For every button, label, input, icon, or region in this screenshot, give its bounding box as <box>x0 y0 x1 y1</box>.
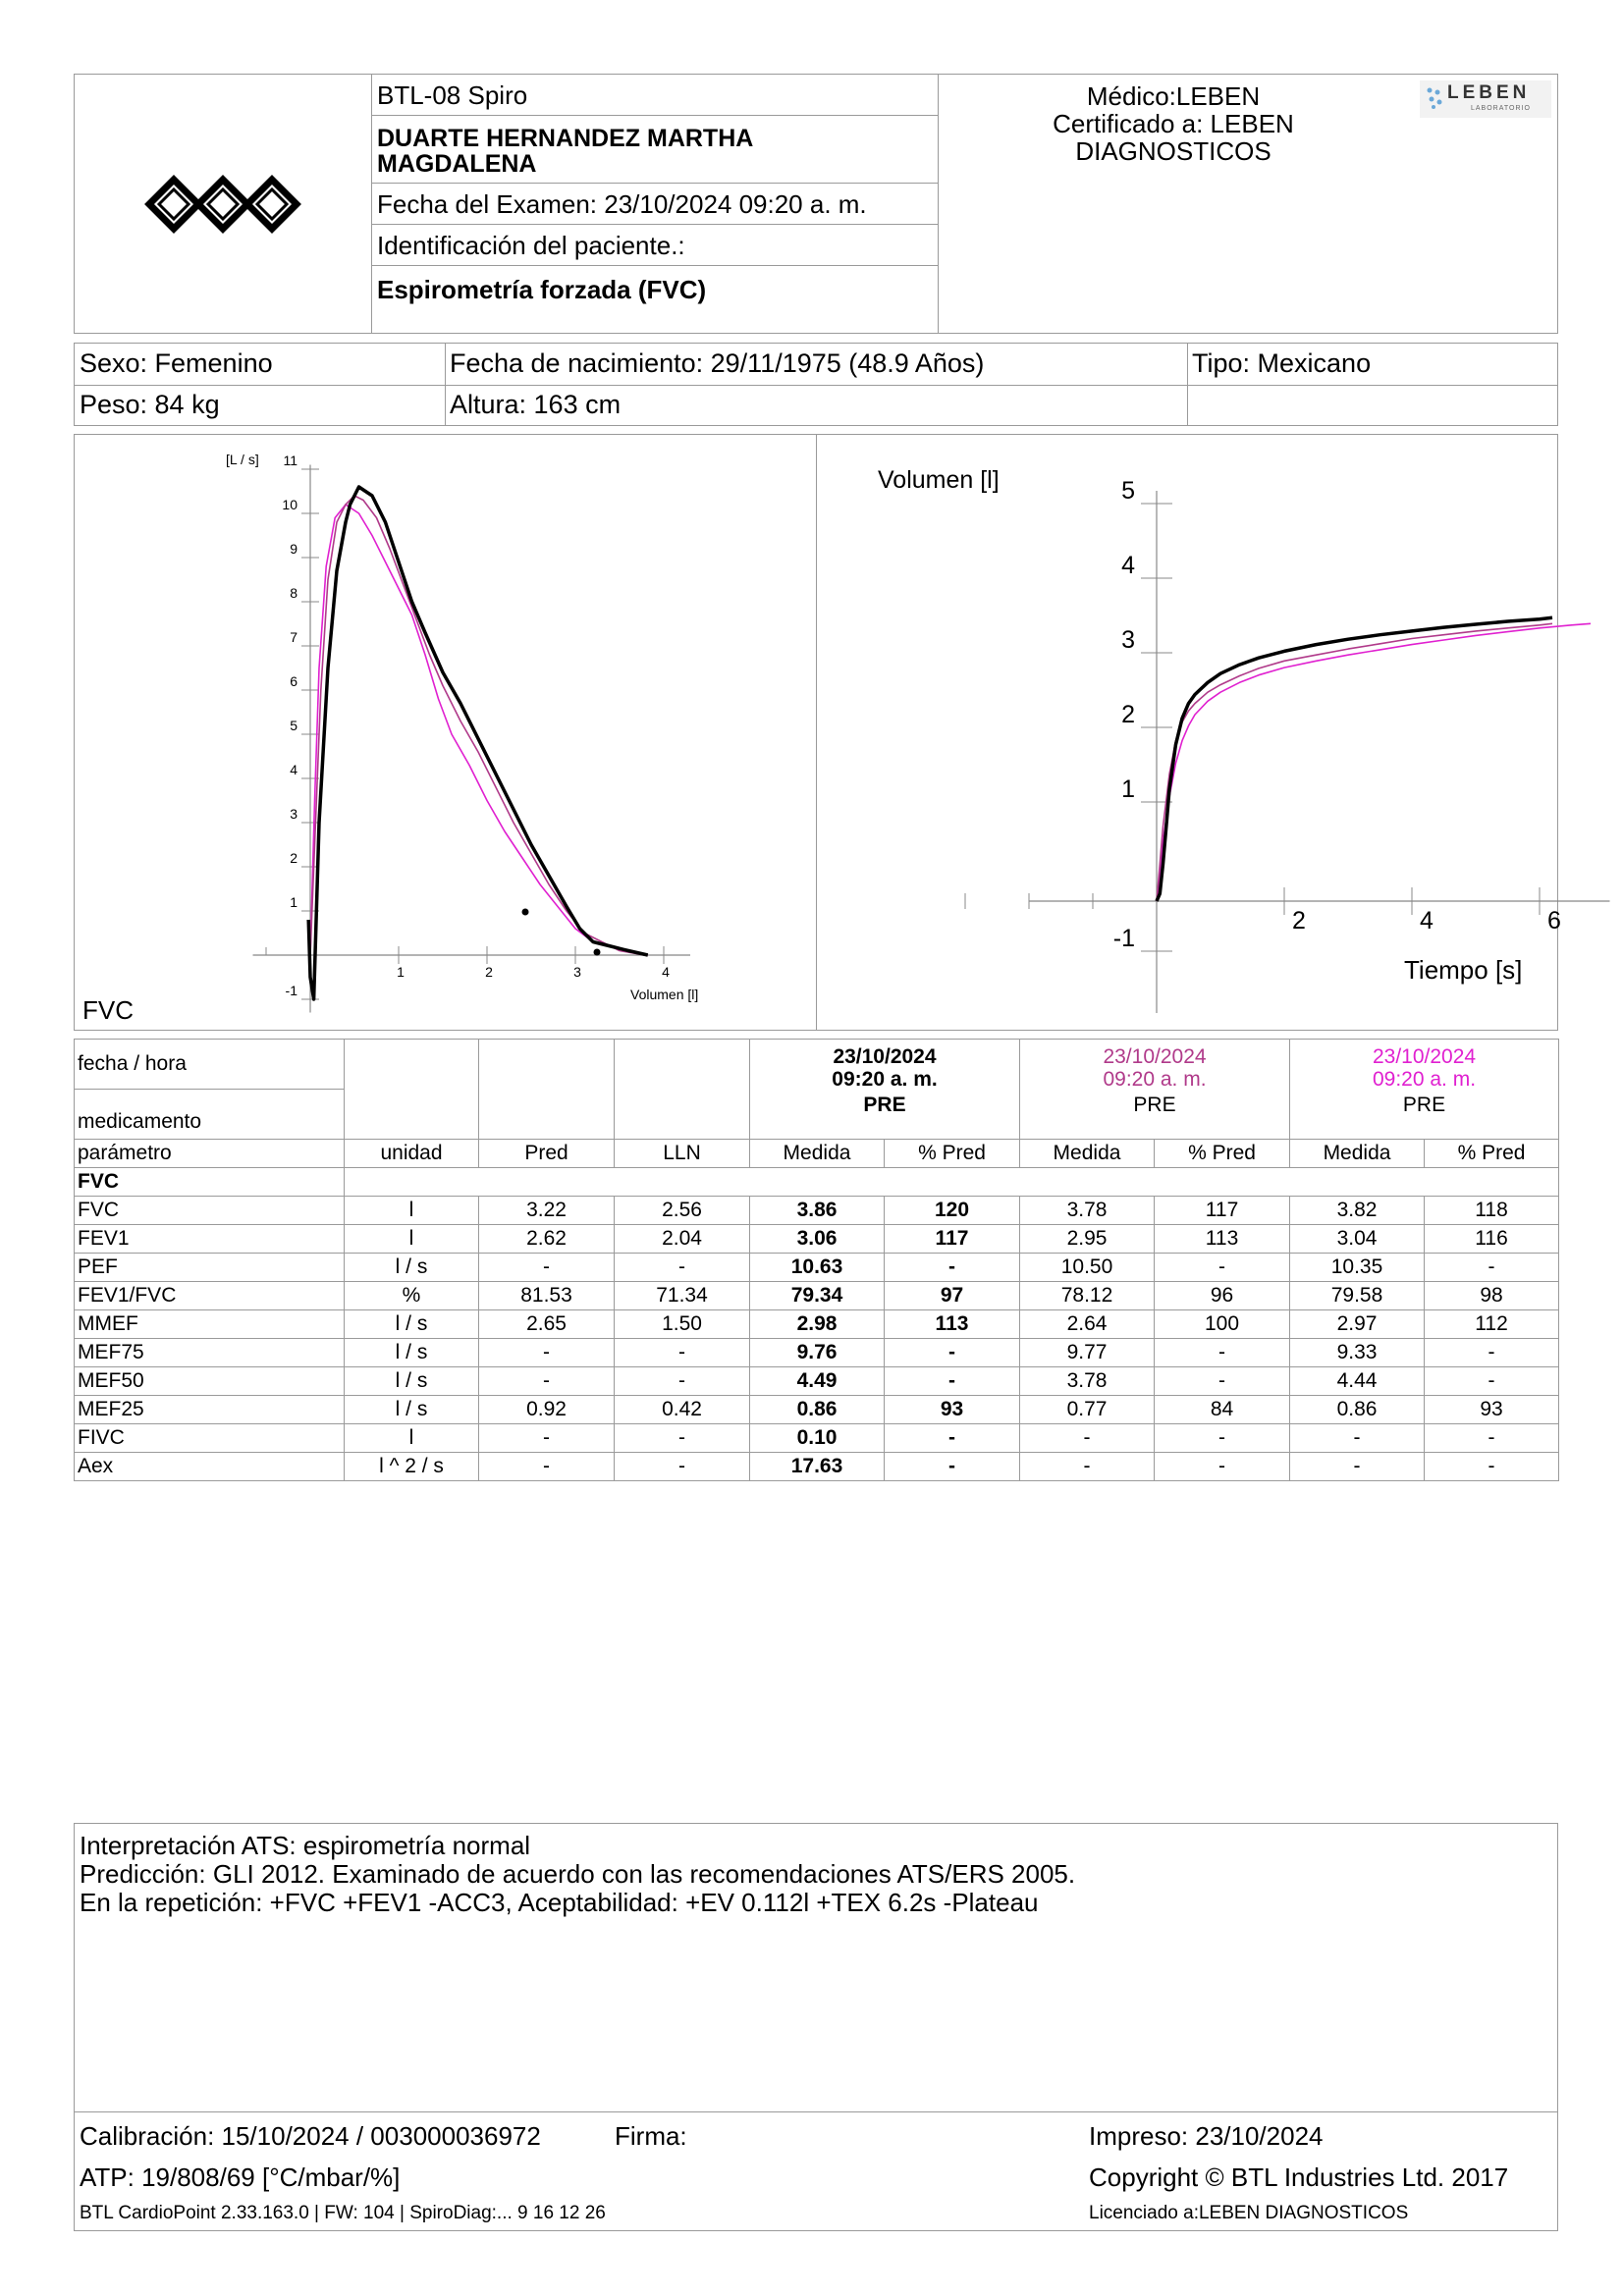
table-cell: - <box>1290 1424 1425 1453</box>
report-header <box>74 74 1558 334</box>
session-time: 09:20 a. m. <box>1372 1068 1477 1091</box>
table-cell: 2.98 <box>750 1310 885 1339</box>
table-cell: l <box>345 1197 479 1225</box>
doctor-info <box>938 75 1557 333</box>
flow-y-tick-label: 7 <box>290 629 298 645</box>
software-info: BTL CardioPoint 2.33.163.0 | FW: 104 | SpiroDiag:... 9 16 12 26 <box>80 2203 606 2223</box>
table-cell: 118 <box>1425 1197 1559 1225</box>
atp-info: ATP: 19/808/69 [°C/mbar/%] <box>80 2163 401 2192</box>
certified-to: Certificado a: LEBEN <box>1053 109 1294 138</box>
table-cell: - <box>885 1367 1020 1396</box>
report-footer <box>74 2112 1558 2231</box>
table-cell: - <box>615 1254 750 1282</box>
table-cell: 93 <box>885 1396 1020 1424</box>
column-header: % Pred <box>885 1140 1020 1168</box>
session-med: PRE <box>1133 1094 1176 1116</box>
section-fill <box>345 1168 1559 1197</box>
table-cell: 3.78 <box>1020 1367 1155 1396</box>
exam-date: Fecha del Examen: 23/10/2024 09:20 a. m. <box>371 184 938 225</box>
table-cell: 120 <box>885 1197 1020 1225</box>
blank-cell <box>479 1040 615 1140</box>
table-cell: 4.44 <box>1290 1367 1425 1396</box>
table-cell: - <box>1290 1453 1425 1481</box>
table-cell: 9.33 <box>1290 1339 1425 1367</box>
flow-series-line <box>310 496 644 955</box>
patient-dob: Fecha de nacimiento: 29/11/1975 (48.9 Años) <box>450 348 985 378</box>
btl-logo <box>75 75 371 335</box>
table-cell: - <box>1425 1424 1559 1453</box>
table-cell: - <box>479 1367 615 1396</box>
flow-volume-chart <box>75 435 816 1032</box>
table-cell: - <box>1425 1254 1559 1282</box>
blank-cell <box>345 1040 479 1140</box>
table-row <box>75 1225 1559 1254</box>
volume-series-line <box>1157 623 1552 901</box>
table-cell: - <box>615 1453 750 1481</box>
copyright: Copyright © BTL Industries Ltd. 2017 <box>1089 2163 1509 2192</box>
table-cell: 79.34 <box>750 1282 885 1310</box>
patient-type: Tipo: Mexicano <box>1192 348 1372 378</box>
table-cell: 113 <box>1155 1225 1290 1254</box>
column-header: Medida <box>1020 1140 1155 1168</box>
table-cell: - <box>885 1254 1020 1282</box>
blank-cell <box>615 1040 750 1140</box>
flow-y-tick-label: 8 <box>290 585 298 601</box>
parameter-name: MEF50 <box>75 1367 345 1396</box>
flow-y-tick-label: 3 <box>290 806 298 822</box>
table-cell: - <box>1155 1453 1290 1481</box>
table-cell: 84 <box>1155 1396 1290 1424</box>
table-cell: 0.77 <box>1020 1396 1155 1424</box>
table-cell: - <box>1155 1424 1290 1453</box>
volume-y-tick-label: 2 <box>1121 701 1135 728</box>
leben-logo <box>1420 80 1551 118</box>
table-cell: - <box>1425 1453 1559 1481</box>
flow-series-line <box>310 505 648 955</box>
parameter-name: Aex <box>75 1453 345 1481</box>
session-header <box>1290 1040 1559 1140</box>
column-header: % Pred <box>1155 1140 1290 1168</box>
flow-x-tick-label: 1 <box>397 964 405 980</box>
flow-series-line <box>308 487 648 999</box>
parameter-name: FEV1 <box>75 1225 345 1254</box>
table-cell: 1.50 <box>615 1310 750 1339</box>
results-table <box>74 1039 1559 1481</box>
table-cell: - <box>479 1254 615 1282</box>
column-header: % Pred <box>1425 1140 1559 1168</box>
table-cell: 116 <box>1425 1225 1559 1254</box>
btl-logo-cell <box>75 75 372 333</box>
table-cell: l <box>345 1225 479 1254</box>
session-time: 09:20 a. m. <box>1103 1068 1207 1091</box>
patient-table <box>74 343 1558 426</box>
volume-x-tick-label: 2 <box>1292 907 1306 934</box>
session-date: 23/10/2024 <box>1103 1045 1207 1068</box>
flow-y-tick-label: 9 <box>290 541 298 557</box>
table-row <box>75 1310 1559 1339</box>
flow-x-label: Volumen [l] <box>630 987 699 1002</box>
table-row <box>75 1040 1559 1090</box>
table-cell: 3.82 <box>1290 1197 1425 1225</box>
table-cell: - <box>1425 1367 1559 1396</box>
session-med: PRE <box>863 1094 906 1116</box>
parameter-name: FEV1/FVC <box>75 1282 345 1310</box>
table-row <box>75 1367 1559 1396</box>
table-cell: 3.22 <box>479 1197 615 1225</box>
table-header-row <box>75 1140 1559 1168</box>
column-header: Pred <box>479 1140 615 1168</box>
flow-x-tick-label: 3 <box>573 964 581 980</box>
table-cell: - <box>479 1339 615 1367</box>
volume-time-chart <box>818 435 1559 1032</box>
table-cell: l <box>345 1424 479 1453</box>
parameter-name: FVC <box>75 1197 345 1225</box>
table-cell: 17.63 <box>750 1453 885 1481</box>
test-type: Espirometría forzada (FVC) <box>377 275 707 304</box>
section-label: FVC <box>75 1168 345 1197</box>
table-cell: 2.62 <box>479 1225 615 1254</box>
session-med: PRE <box>1402 1094 1446 1116</box>
table-cell: 10.35 <box>1290 1254 1425 1282</box>
interpretation-line: Interpretación ATS: espirometría normal <box>80 1831 531 1860</box>
table-cell: 112 <box>1425 1310 1559 1339</box>
patient-id: Identificación del paciente.: <box>371 225 938 266</box>
parameter-name: PEF <box>75 1254 345 1282</box>
table-cell: 98 <box>1425 1282 1559 1310</box>
flow-panel-label: FVC <box>82 995 134 1025</box>
table-cell: l / s <box>345 1367 479 1396</box>
table-cell: 3.04 <box>1290 1225 1425 1254</box>
flow-y-unit: [L / s] <box>226 452 259 467</box>
table-cell: 93 <box>1425 1396 1559 1424</box>
table-cell: 113 <box>885 1310 1020 1339</box>
session-header <box>1020 1040 1290 1140</box>
volume-series-line <box>1157 617 1552 901</box>
flow-x-tick-label: 2 <box>485 964 493 980</box>
flow-marker-point <box>522 909 529 916</box>
flow-y-tick-label: 5 <box>290 718 298 733</box>
table-row <box>75 1282 1559 1310</box>
charts-panel <box>74 434 1561 1031</box>
table-cell: - <box>479 1424 615 1453</box>
table-cell: l / s <box>345 1310 479 1339</box>
table-cell: l ^ 2 / s <box>345 1453 479 1481</box>
table-cell: - <box>1425 1339 1559 1367</box>
table-cell: 3.78 <box>1020 1197 1155 1225</box>
table-row <box>75 1396 1559 1424</box>
column-header: Medida <box>750 1140 885 1168</box>
medicamento-label: medicamento <box>75 1090 345 1140</box>
patient-height: Altura: 163 cm <box>450 390 622 419</box>
column-header: parámetro <box>75 1140 345 1168</box>
table-cell: 97 <box>885 1282 1020 1310</box>
table-row <box>75 1453 1559 1481</box>
table-row <box>75 1254 1559 1282</box>
table-cell: - <box>885 1339 1020 1367</box>
patient-weight: Peso: 84 kg <box>80 390 220 419</box>
table-cell: 0.92 <box>479 1396 615 1424</box>
table-cell: 78.12 <box>1020 1282 1155 1310</box>
table-cell: - <box>615 1424 750 1453</box>
leben-mark-icon <box>1426 86 1445 110</box>
table-cell: - <box>1155 1254 1290 1282</box>
doctor-name: Médico:LEBEN <box>1086 81 1261 111</box>
fecha-hora-label: fecha / hora <box>75 1040 345 1090</box>
table-cell: 2.97 <box>1290 1310 1425 1339</box>
column-header: LLN <box>615 1140 750 1168</box>
flow-marker-point <box>594 949 601 956</box>
table-cell: 0.42 <box>615 1396 750 1424</box>
device-name: BTL-08 Spiro <box>371 75 938 116</box>
table-cell: - <box>479 1453 615 1481</box>
flow-y-tick-label: 11 <box>283 453 298 468</box>
parameter-name: MEF25 <box>75 1396 345 1424</box>
volume-x-tick-label: 4 <box>1420 907 1434 934</box>
table-cell: 96 <box>1155 1282 1290 1310</box>
volume-y-tick-label: 1 <box>1121 775 1135 803</box>
table-cell: % <box>345 1282 479 1310</box>
table-cell: 71.34 <box>615 1282 750 1310</box>
table-cell: - <box>1020 1453 1155 1481</box>
table-cell: l / s <box>345 1254 479 1282</box>
patient-sex: Sexo: Femenino <box>80 348 273 378</box>
certified-org: DIAGNOSTICOS <box>1075 136 1271 166</box>
exam-info <box>371 75 939 333</box>
parameter-name: FIVC <box>75 1424 345 1453</box>
interpretation-box <box>74 1823 1558 2112</box>
parameter-name: MMEF <box>75 1310 345 1339</box>
calibration-info: Calibración: 15/10/2024 / 003000036972 <box>80 2121 541 2151</box>
session-date: 23/10/2024 <box>1372 1045 1477 1068</box>
licensed-to: Licenciado a:LEBEN DIAGNOSTICOS <box>1089 2203 1409 2223</box>
table-section-row <box>75 1168 1559 1197</box>
table-row <box>75 1197 1559 1225</box>
volume-y-tick-label: -1 <box>1112 925 1135 952</box>
table-cell: l / s <box>345 1339 479 1367</box>
table-cell: 9.76 <box>750 1339 885 1367</box>
table-cell: 0.86 <box>1290 1396 1425 1424</box>
volume-y-tick-label: 4 <box>1121 552 1135 579</box>
table-cell: 79.58 <box>1290 1282 1425 1310</box>
signature-label: Firma: <box>615 2121 687 2151</box>
printed-date: Impreso: 23/10/2024 <box>1089 2121 1324 2151</box>
session-date: 23/10/2024 <box>833 1045 937 1068</box>
interpretation-line: En la repetición: +FVC +FEV1 -ACC3, Aceptabilidad: +EV 0.112l +TEX 6.2s -Plateau <box>80 1888 1039 1917</box>
session-time: 09:20 a. m. <box>832 1068 938 1091</box>
flow-y-tick-label: 2 <box>290 850 298 866</box>
patient-name: DUARTE HERNANDEZ MARTHA MAGDALENA <box>371 116 938 184</box>
table-cell: - <box>1020 1424 1155 1453</box>
table-cell: 81.53 <box>479 1282 615 1310</box>
table-cell: 117 <box>1155 1197 1290 1225</box>
table-cell: 100 <box>1155 1310 1290 1339</box>
table-cell: - <box>1155 1339 1290 1367</box>
column-header: unidad <box>345 1140 479 1168</box>
table-cell: 3.06 <box>750 1225 885 1254</box>
table-cell: 2.04 <box>615 1225 750 1254</box>
leben-logo-text: LEBEN <box>1447 82 1531 103</box>
table-cell: 2.64 <box>1020 1310 1155 1339</box>
flow-y-tick-label: 4 <box>290 762 298 777</box>
table-cell: l / s <box>345 1396 479 1424</box>
volume-x-label: Tiempo [s] <box>1404 955 1523 985</box>
flow-y-tick-label: -1 <box>285 983 298 998</box>
table-cell: 0.10 <box>750 1424 885 1453</box>
table-cell: - <box>1155 1367 1290 1396</box>
table-cell: 10.50 <box>1020 1254 1155 1282</box>
volume-y-tick-label: 5 <box>1121 477 1135 505</box>
flow-y-tick-label: 10 <box>282 497 298 512</box>
table-cell: 0.86 <box>750 1396 885 1424</box>
interpretation-line: Predicción: GLI 2012. Examinado de acuerdo con las recomendaciones ATS/ERS 2005. <box>80 1859 1076 1889</box>
table-row <box>75 1424 1559 1453</box>
table-cell: 2.95 <box>1020 1225 1155 1254</box>
table-cell: - <box>615 1339 750 1367</box>
table-cell: 117 <box>885 1225 1020 1254</box>
flow-y-tick-label: 6 <box>290 673 298 689</box>
table-cell: 10.63 <box>750 1254 885 1282</box>
flow-x-tick-label: 4 <box>662 964 670 980</box>
table-cell: 9.77 <box>1020 1339 1155 1367</box>
table-cell: 3.86 <box>750 1197 885 1225</box>
flow-y-tick-label: 1 <box>290 894 298 910</box>
table-cell: - <box>885 1424 1020 1453</box>
volume-x-tick-label: 6 <box>1547 907 1561 934</box>
session-header <box>750 1040 1020 1140</box>
volume-y-label: Volumen [l] <box>878 466 1000 494</box>
table-cell: 2.56 <box>615 1197 750 1225</box>
table-cell: - <box>885 1453 1020 1481</box>
table-cell: 2.65 <box>479 1310 615 1339</box>
volume-y-tick-label: 3 <box>1121 626 1135 654</box>
volume-series-line <box>1157 623 1591 901</box>
parameter-name: MEF75 <box>75 1339 345 1367</box>
leben-logo-sub: LABORATORIO <box>1471 105 1531 112</box>
table-cell: 4.49 <box>750 1367 885 1396</box>
table-cell: - <box>615 1367 750 1396</box>
column-header: Medida <box>1290 1140 1425 1168</box>
table-row <box>75 1339 1559 1367</box>
